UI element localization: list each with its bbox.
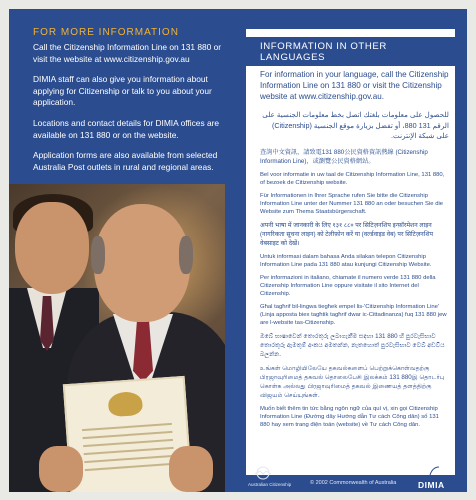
copyright-notice: © 2002 Commonwealth of Australia	[310, 480, 397, 486]
indonesian-info: Untuk informasi dalam bahasa Anda silakan telepon Citizenship Information Line pada 131 880 atau kunjungi Citizenship Website.	[260, 253, 432, 268]
arabic-info: للحصول على معلومات بلغتك اتصل بخط معلومات الجنسية على الرقم 131 880، أو تفضل بزيارة موقع الجنسية (Citizenship) على شبكة الإنترنت.	[262, 109, 449, 141]
german-info: Für Informationen in Ihrer Sprache rufen Sie bitte die Citizenship Information Line unter der Nummer 131 880 an oder besuchen Sie die Website zum Thema Staatsbürgerschaft.	[260, 193, 444, 215]
dimia-emblem-icon	[422, 459, 446, 479]
chinese-info: 查詢中文資訊，請致電131 880公民資格資訊熱線 (Citizenship Information Line)，或瀏覽公民資格網站。	[260, 149, 428, 166]
brochure-page	[9, 9, 467, 492]
maltese-info: Għal tagħrif bil-lingwa tiegħek empel lis-'Citizenship Information Line' (Linja apposta biex tagħtik tagħrif dwar ic-Cittadinanza) fuq 131 880 jew are l-website tas-Citizenship.	[260, 303, 447, 326]
tamil-info: உங்கள் மொழியிலேயே தகவல்களைப் பெற்றுக்கொள்வதற்கு பிரஜாவுரிமைத் தகவல் தொலைபேசி இலக்கம் 131 880இ தொடர்பு கொள்க அல்லது பிரஜாவுரிமைத் தகவல் இணையத் தளத்திற்கு விஜயம் செய்யுங்கள்.	[260, 364, 445, 399]
hindi-info: अपनी भाषा में जानकारी के लिए १३१ ८८० पर सिटिज़नशिप इन्फ़ॉरमेशन लाइन (नागरिकता सूचना लाइन) को टेलीफ़ोन करें या (वर्ल्डवाइड वेब) पर सिटिज़नशिप वेबसाइट को देखें।	[260, 221, 434, 247]
australian-citizenship-label: Australian Citizenship	[248, 482, 292, 487]
citizenship-seal-icon	[252, 465, 274, 481]
younger-man-face	[15, 202, 89, 294]
citizenship-ceremony-photo	[9, 184, 225, 492]
dimia-logo: DIMIA	[418, 480, 445, 490]
more-information-section	[33, 27, 229, 182]
more-information-heading: FOR MORE INFORMATION	[33, 27, 179, 38]
english-info: For information in your language, call the Citizenship Information Line on 131 880 or visit the Citizenship website at www.citizenship.gov.au.	[260, 70, 449, 101]
office-locations-paragraph: Locations and contact details for DIMIA offices are available on 131 880 or on the website.	[33, 117, 220, 140]
sinhala-info: ඔබේ භාෂාවෙන් තොරතුරු ලබාගැනීම සඳහා 131 880 හි පුරවැසිභාව තොරතුරු ඇමතුම් අංකය අමතන්න, නැතහොත් පුරවැසිභාව වෙබ් අඩවිය බලන්න.	[260, 332, 445, 358]
application-forms-paragraph: Application forms are also available from selected Australia Post outlets in rural and regional areas.	[33, 150, 218, 172]
info-line-paragraph: Call the Citizenship Information Line on 131 880 or visit the website at www.citizenship.gov.au	[33, 42, 222, 64]
footer	[246, 475, 455, 492]
other-languages-heading: INFORMATION IN OTHER LANGUAGES	[246, 37, 455, 66]
italian-info: Per informazioni in italiano, chiamate il numero verde 131 880 della Citizenship Information Line oppure visitate il sito Internet del Citizenship.	[260, 274, 436, 297]
dimia-staff-paragraph: DIMIA staff can also give you information about applying for Citizenship or talk to you about your application.	[33, 74, 212, 108]
dutch-info: Bel voor informatie in uw taal de Citizenship Information Line, 131 880, of bezoek de Citizenship website.	[260, 172, 445, 187]
coat-of-arms-icon	[108, 391, 144, 417]
other-languages-panel	[246, 29, 455, 475]
older-man-face	[94, 204, 190, 322]
vietnamese-info: Muốn biết thêm tin tức bằng ngôn ngữ của quí vị, xin gọi Citizenship Information Line (Đường dây Hướng dẫn Tư cách Công dân) số 131 880 hay xem trang điện toán (website) về Tư cách Công dân.	[260, 405, 439, 428]
